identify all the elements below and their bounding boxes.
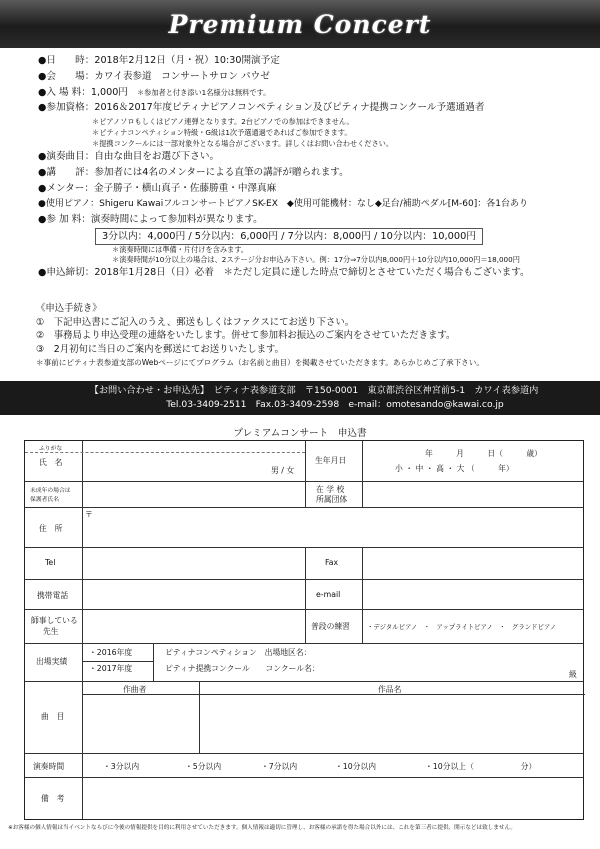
mobile-label: 携帯電話 (37, 591, 69, 600)
info-mentors: ●メンター：金子勝子・横山真子・佐藤勝重・中澤真麻 (38, 182, 277, 194)
info-fee-note: ＊参加者と付き添い1名様分は無料です。 (136, 87, 271, 97)
mobile-field[interactable] (83, 580, 305, 609)
banner (0, 0, 600, 48)
info-entry-fee: ●参 加 料：演奏時間によって参加料が異なります。 (38, 214, 263, 226)
qual-note: ＊ピティナコンペティション特級・G級は1次予選通過であればご参加できます。 (92, 128, 352, 138)
remarks-field[interactable] (83, 778, 583, 819)
record-year-2017: ・2017年度 (89, 664, 133, 673)
info-qualification: ●参加資格：2016＆2017年度ピティナピアノコンペティション及びピティナ提携コンクール予選通過者 (38, 102, 485, 114)
qual-note: ＊提携コンクールには一部対象外となる場合がございます。詳しくはお問い合わせください。 (92, 139, 394, 149)
practice-piano-options[interactable]: ・デジタルピアノ ・ アップライトピアノ ・ グランドピアノ (367, 623, 557, 631)
fee-note: ＊演奏時間が10分以上の場合は、2ステージ分お申込み下さい。例：17分⇒7分以内8,000円＋10分以内10,000円＝18,000円 (112, 255, 520, 265)
info-date: ●日 時：2018年2月12日（月・祝）10:30開演予定 (38, 55, 280, 66)
time-option-5[interactable]: ・5分以内 (185, 762, 222, 771)
record-label: 出場実績 (36, 657, 68, 666)
procedure-heading: 《申込手続き》 (36, 303, 102, 314)
teacher-label-2: 先生 (43, 627, 59, 636)
postal-mark: 〒 (85, 510, 93, 519)
guardian-field[interactable] (83, 482, 305, 507)
contact-phone-email: Tel.03-3409-2511 Fax.03-3409-2598 e-mail：omotesando@kawai.co.jp (166, 399, 504, 410)
title-field[interactable] (201, 695, 583, 752)
tel-field[interactable] (83, 548, 305, 579)
event-info (38, 53, 583, 281)
practice-piano-label: 普段の練習 (311, 622, 350, 631)
info-fee (38, 85, 583, 101)
birth-label: 生年月日 (315, 456, 347, 465)
contact-bar (0, 381, 600, 415)
time-option-over-10[interactable]: ・10分以上（ 分） (425, 762, 537, 771)
procedure-step: ① 下記申込書にご記入のうえ、郵送もしくはファクスにてお送り下さい。 (36, 316, 355, 328)
procedure (36, 302, 586, 370)
guardian-label-1: 未成年の場合は (30, 488, 71, 494)
info-piano: ●使用ピアノ：Shigeru KawaiフルコンサートピアノSK-EX ◆使用可能機材：なし◆足台/補助ペダル[M-60]：各1台あり (38, 198, 528, 209)
composer-field[interactable] (83, 695, 198, 752)
fax-label: Fax (325, 558, 339, 567)
name-label: 氏 名 (39, 458, 63, 467)
address-label: 住 所 (39, 524, 63, 533)
time-option-7[interactable]: ・7分以内 (261, 762, 298, 771)
fee-note: ＊演奏時間には準備・片付けを含みます。 (112, 245, 248, 255)
info-venue: ●会 場：カワイ表参道 コンサートサロン パウゼ (38, 70, 270, 82)
guardian-label-2: 保護者氏名 (30, 497, 59, 503)
record-grade-suffix: 級 (569, 670, 577, 679)
procedure-note: ＊事前にピティナ表参道支部のWebページにてプログラム（お名前と曲目）を掲載させていただきます。あらかじめご了承下さい。 (36, 358, 484, 368)
info-fee-main: ●入 場 料：1,000円 (38, 86, 128, 98)
record-partner-competition[interactable]: ピティナ提携コンクール コンクール名： (165, 664, 320, 673)
application-form (24, 440, 584, 820)
contact-address: 【お問い合わせ・お申込先】 ピティナ表参道支部 〒150-0001 東京都渋谷区神宮前5-1 カワイ表参道内 (89, 385, 539, 396)
procedure-step: ② 事務局より申込受理の連絡をいたします。併せて参加料お振込のご案内をさせていただきます。 (36, 330, 456, 342)
info-program: ●演奏曲目：自由な曲目をお選び下さい。 (38, 151, 220, 163)
birth-fields[interactable]: 年 月 日（ 歳） (425, 449, 542, 458)
teacher-label-1: 師事している (31, 616, 78, 625)
procedure-step: ③ 2月初旬に当日のご案内を郵送にてお送りいたします。 (36, 343, 284, 355)
title-column: 作品名 (378, 685, 402, 694)
school-label-1: 在 学 校 (316, 485, 345, 494)
tel-label: Tel (45, 558, 56, 567)
time-option-10[interactable]: ・10分以内 (335, 762, 377, 771)
banner-title: Premium Concert (168, 9, 432, 39)
gender-select[interactable]: 男 / 女 (271, 466, 295, 475)
piece-label: 曲 目 (41, 712, 65, 721)
fax-field[interactable] (363, 548, 583, 579)
info-review: ●講 評：参加者には4名のメンターによる直筆の講評が贈られます。 (38, 166, 349, 178)
grade-fields[interactable]: 小 ・ 中 ・ 高 ・ 大 （ 年） (395, 464, 514, 473)
info-deadline: ●申込締切：2018年1月28日（日）必着 ＊ただし定員に達した時点で締切とさせていただく場合もございます。 (38, 267, 530, 279)
furigana-label: ふりがな (39, 446, 63, 452)
email-field[interactable] (363, 580, 583, 609)
address-field[interactable] (83, 508, 583, 547)
qual-note: ＊ピアノソロもしくはピアノ連弾となります。2台ピアノでの参加はできません。 (92, 117, 354, 127)
email-label: e-mail (316, 590, 341, 599)
record-year-2016: ・2016年度 (89, 648, 133, 657)
time-label: 演奏時間 (33, 762, 65, 771)
remarks-label: 備 考 (41, 794, 65, 803)
school-label-2: 所属団体 (316, 495, 348, 504)
privacy-note: ※お客様の個人情報は当イベントならびに今後の情報提供を目的に利用させていただきます。個人情報は適切に管理し、お客様の承諾を得た場合以外には、これを第三者に提供、開示などは致しません。 (8, 825, 517, 831)
composer-column: 作曲者 (123, 685, 147, 694)
teacher-field[interactable] (83, 610, 305, 643)
record-competition[interactable]: ピティナコンペティション 出場地区名： (165, 648, 312, 657)
fee-table: 3分以内：4,000円 / 5分以内：6,000円 / 7分以内：8,000円 / 10分以内：10,000円 (95, 228, 483, 245)
time-option-3[interactable]: ・3分以内 (103, 762, 140, 771)
form-title: プレミアムコンサート 申込書 (233, 428, 367, 439)
